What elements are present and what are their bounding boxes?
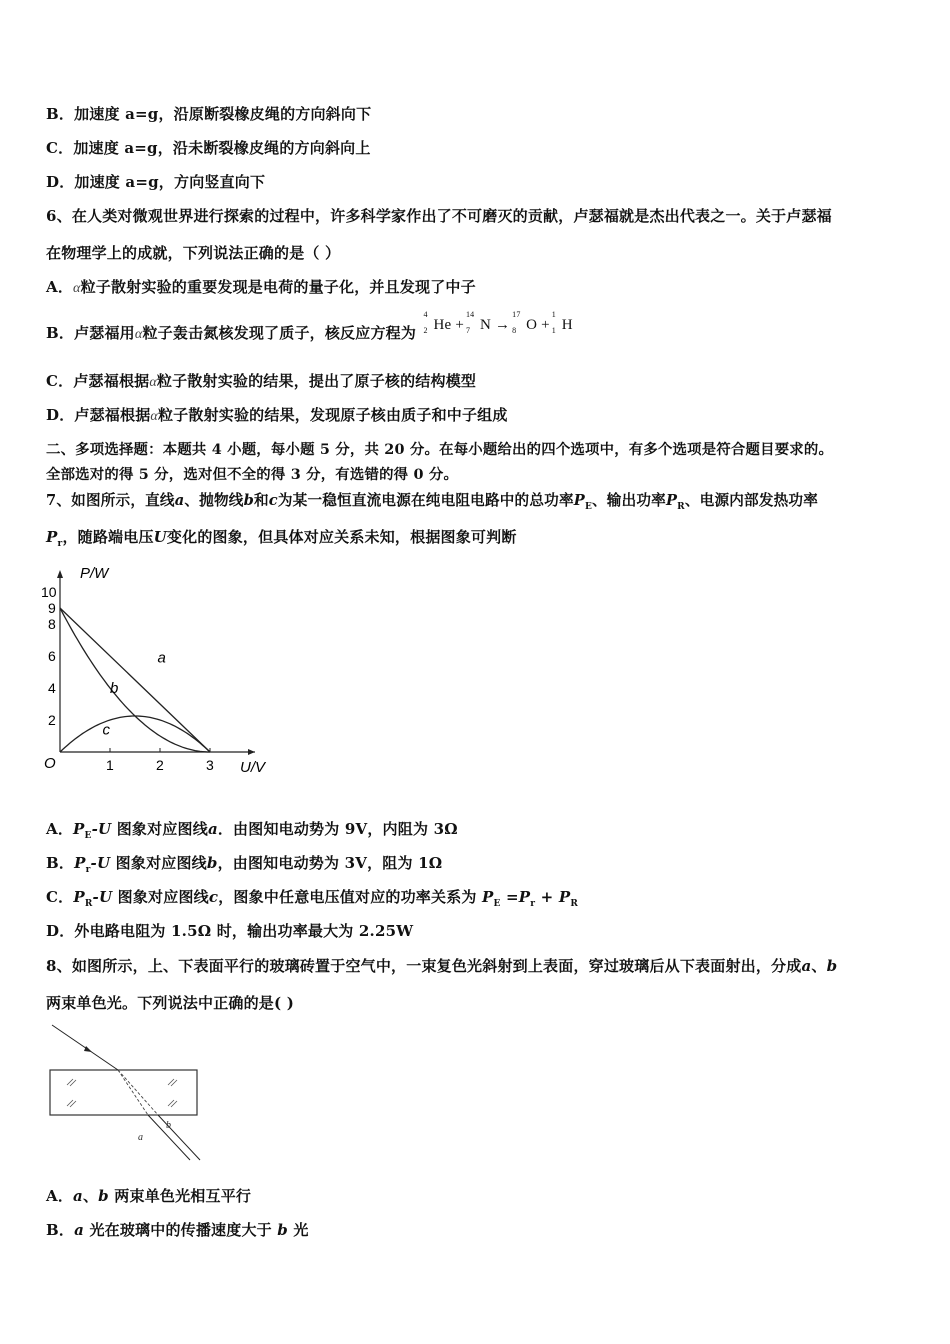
alpha-symbol: α	[150, 409, 158, 424]
section-2-heading-line1: 二、多项选择题：本题共 4 小题，每小题 5 分，共 20 分。在每小题给出的四个选项中，有多个选项是符合题目要求的。	[46, 441, 834, 458]
alpha-symbol: α	[73, 281, 81, 296]
q6-option-d: D．卢瑟福根据α粒子散射实验的结果，发现原子核由质子和中子组成	[46, 406, 508, 424]
glass-hatch-marks	[67, 1079, 177, 1107]
nuclear-equation: 4 2 He + 14 7 N → 17 8 O + 1 1 H	[423, 310, 573, 335]
q7-stem-line1: 7、如图所示，直线a、抛物线b和c为某一稳恒直流电源在纯电阻电路中的总功率$P_E$、输出功率$P_R$、电源内部发热功率	[46, 492, 819, 512]
q7-option-b: B．$P_r-U$ 图象对应图线b，由图知电动势为 3V，阻为 1Ω	[46, 854, 443, 875]
beam-label-b: b	[166, 1120, 171, 1131]
q7-option-c: C．$P_R-U$ 图象对应图线c，图象中任意电压值对应的功率关系为 $P_E =P_r + P_R$	[46, 888, 579, 909]
refracted-beam-a	[118, 1070, 148, 1115]
glass-slab	[50, 1070, 197, 1115]
incident-beam	[52, 1025, 118, 1070]
q8-glass-slab-diagram	[40, 1020, 240, 1170]
alpha-symbol: α	[134, 327, 143, 342]
beam-arrow-icon	[84, 1046, 92, 1052]
x-tick-label: 3	[206, 757, 214, 773]
x-axis-arrow-icon	[248, 749, 255, 755]
q7-option-a: A．$P_E-U$ 图象对应图线a．由图知电动势为 9V，内阻为 3Ω	[46, 820, 458, 841]
refracted-beam-b	[118, 1070, 158, 1115]
series-label-b: b	[110, 679, 119, 697]
q7-stem-line2: $P_r$，随路端电压U变化的图象，但具体对应关系未知，根据图象可判断	[46, 528, 517, 549]
q8-option-a: A．a、b 两束单色光相互平行	[46, 1187, 252, 1205]
y-axis-arrow-icon	[57, 570, 63, 578]
q6-stem-line2: 在物理学上的成就，下列说法正确的是（ ）	[46, 244, 341, 262]
x-tick-label: 2	[156, 757, 164, 773]
y-axis-label: P/W	[80, 565, 109, 582]
origin-label: O	[44, 755, 56, 772]
y-tick-label: 6	[48, 648, 56, 664]
x-tick-label: 1	[106, 757, 114, 773]
y-tick-label: 2	[48, 712, 56, 728]
series-c	[60, 716, 210, 752]
section-2-heading-line2: 全部选对的得 5 分，选对但不全的得 3 分，有选错的得 0 分。	[46, 466, 459, 483]
q8-stem-line1: 8、如图所示，上、下表面平行的玻璃砖置于空气中，一束复色光斜射到上表面，穿过玻璃后从下表面射出，分成a、b	[46, 957, 838, 975]
series-label-c: c	[102, 721, 110, 739]
q6-option-a: A．α粒子散射实验的重要发现是电荷的量子化，并且发现了中子	[46, 278, 476, 296]
q6-option-c: C．卢瑟福根据α粒子散射实验的结果，提出了原子核的结构模型	[46, 372, 477, 390]
alpha-symbol: α	[149, 375, 157, 390]
x-axis-label: U/V	[240, 759, 266, 776]
y-tick-label: 4	[48, 680, 56, 696]
q8-stem-line2: 两束单色光。下列说法中正确的是( )	[46, 994, 295, 1012]
q5-option-c: C．加速度 a=g，沿未断裂橡皮绳的方向斜向上	[46, 139, 371, 157]
q5-option-b: B．加速度 a=g，沿原断裂橡皮绳的方向斜向下	[46, 105, 372, 123]
beam-label-a: a	[138, 1132, 143, 1143]
q7-power-voltage-chart	[40, 560, 300, 785]
q8-option-b: B．a 光在玻璃中的传播速度大于 b 光	[46, 1221, 309, 1239]
q5-option-d: D．加速度 a=g，方向竖直向下	[46, 173, 266, 191]
y-tick-label: 10	[41, 584, 57, 600]
series-a	[60, 608, 210, 752]
y-tick-label: 9	[48, 600, 56, 616]
y-tick-label: 8	[48, 616, 56, 632]
exit-beam-b	[158, 1115, 200, 1160]
series-label-a: a	[157, 649, 166, 667]
q6-option-b: B．卢瑟福用α粒子轰击氮核发现了质子，核反应方程为 4 2 He + 14 7 N → 17 8 O + 1 1 H	[46, 310, 573, 342]
q7-option-d: D．外电路电阻为 1.5Ω 时，输出功率最大为 2.25W	[46, 922, 414, 940]
q6-stem-line1: 6、在人类对微观世界进行探索的过程中，许多科学家作出了不可磨灭的贡献，卢瑟福就是杰出代表之一。关于卢瑟福	[46, 207, 832, 225]
